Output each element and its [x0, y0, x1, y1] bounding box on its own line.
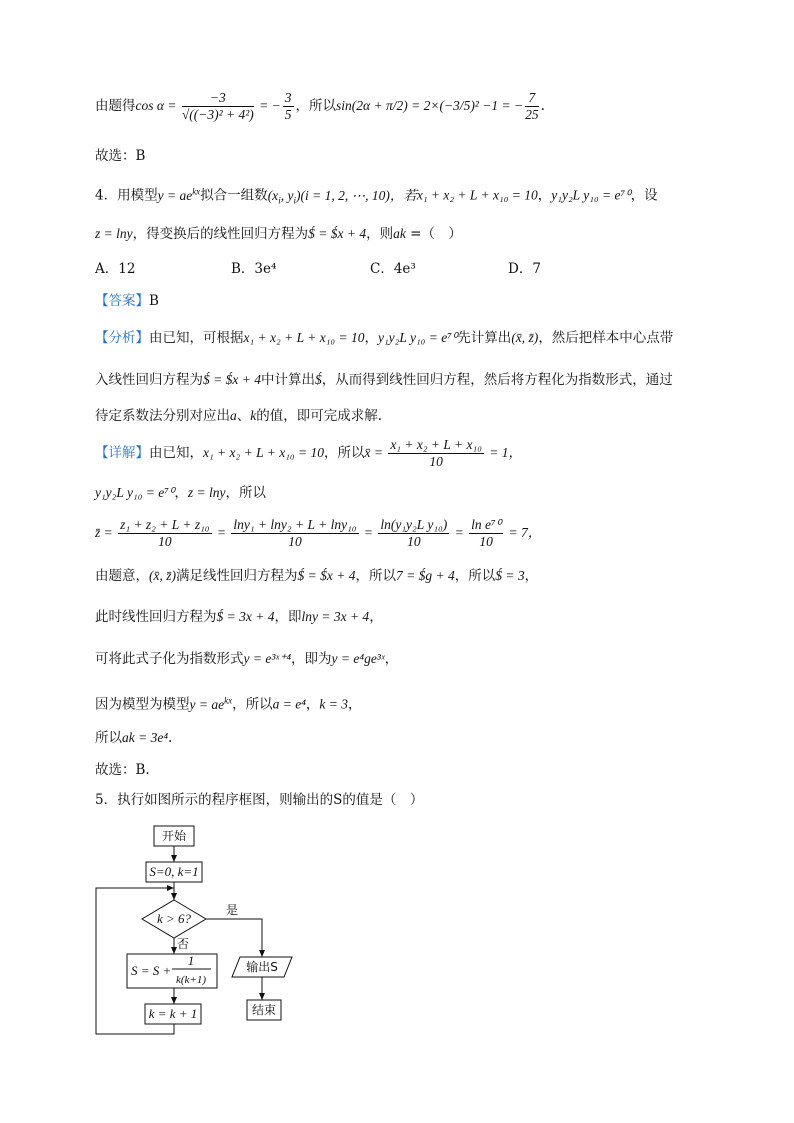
formula: y₁y₂L y₁₀ = e⁷⁰	[95, 485, 175, 500]
analysis-line3	[95, 406, 382, 426]
answer-value: B	[149, 293, 159, 309]
text: ，然后把样本中心点带	[538, 330, 674, 346]
fraction	[283, 90, 294, 123]
formula: k	[250, 408, 257, 423]
flow-end-box	[247, 1000, 281, 1020]
detail-line2	[95, 483, 266, 503]
option-c[interactable]: C．4e³	[370, 261, 416, 277]
text: .	[168, 730, 173, 746]
question-5: 5．执行如图所示的程序框图，则输出的S的值是（ ）	[95, 792, 424, 808]
text: 由已知，	[149, 445, 203, 461]
analysis-line2	[95, 370, 673, 390]
formula: ak = 3e⁴	[122, 730, 169, 745]
formula: (x̄, z̄)	[149, 568, 176, 583]
formula: sin(2α + π/2) = 2×(−3/5)² −1 = −	[336, 98, 524, 113]
text: 所以	[95, 730, 122, 746]
text: ，则	[366, 226, 394, 242]
detail-line1	[95, 436, 522, 470]
flow-output-label: 输出S	[246, 960, 278, 974]
formula: y₁y₂L y₁₀ = e⁷⁰	[377, 330, 458, 345]
question-4-line2	[95, 224, 462, 244]
text: 因为模型为模型	[95, 696, 190, 713]
text: 可将此式子化为指数形式	[95, 651, 244, 667]
formula: (x̄, z̄)	[511, 330, 539, 345]
formula-part: (x	[267, 187, 279, 203]
text: 中计算出	[260, 372, 315, 388]
text: 由已知，可根据	[149, 330, 244, 346]
fraction	[231, 517, 358, 550]
text: 此时线性回归方程为	[95, 609, 217, 625]
formula	[267, 187, 417, 206]
formula: lny = 3x + 4	[301, 609, 370, 624]
formula: x̄ =	[364, 445, 387, 460]
formula-part: )(i = 1, 2, ⋯, 10)，若	[295, 187, 417, 203]
flow-start-label: 开始	[161, 829, 187, 843]
option-d[interactable]: D．7	[508, 261, 541, 277]
denominator: 10	[407, 534, 421, 549]
formula: 7 = $́g + 4	[395, 568, 455, 583]
text: ，从而得到线性回归方程，然后将方程化为指数形式，通过	[321, 372, 673, 388]
analysis-line1	[95, 328, 673, 348]
subscript: i	[293, 195, 296, 206]
denominator: 10	[479, 534, 493, 549]
flow-no-label: 否	[176, 937, 190, 951]
text: ，即为	[291, 651, 332, 667]
fraction	[118, 517, 211, 550]
text: 由题意，	[95, 568, 149, 584]
text: ，所以	[295, 98, 337, 114]
detail-line7	[95, 690, 362, 715]
detail-line6	[95, 649, 398, 669]
question-4-line1	[95, 181, 658, 210]
formula: ak	[393, 226, 406, 241]
text: =（ ）	[405, 226, 462, 242]
text: ，所以	[355, 568, 396, 584]
option-a[interactable]: A．12	[95, 261, 136, 277]
text: 拟合一组数	[200, 187, 268, 204]
flow-assign-den: k(k+1)	[175, 974, 207, 986]
equals: =	[360, 525, 377, 540]
numerator: −3	[182, 90, 254, 107]
formula: $́ = 3x + 4	[216, 609, 275, 624]
numerator: lny₁ + lny₂ + L + lny₁₀	[233, 517, 357, 532]
text: ，	[348, 696, 362, 713]
line-answer-prev: 故选：B	[95, 148, 146, 164]
formula: z̄ =	[95, 525, 117, 540]
detail-line4	[95, 566, 538, 586]
detail-line8	[95, 728, 172, 748]
text: ，所以	[232, 696, 273, 713]
formula: $́ = $́x + 4	[297, 568, 356, 583]
flow-end-label: 结束	[251, 1003, 277, 1017]
fraction	[525, 90, 539, 123]
flow-output-box	[232, 957, 292, 977]
denominator: 10	[158, 534, 172, 549]
flow-incr-label: k = k + 1	[148, 1006, 198, 1021]
text: ，设	[630, 187, 658, 204]
text: ，	[384, 651, 399, 667]
superscript: kx	[224, 695, 233, 705]
fraction	[378, 517, 449, 550]
text: ，	[524, 568, 539, 584]
flow-cond-label: k > 6?	[156, 911, 192, 926]
denominator: 25	[525, 107, 539, 122]
text: 满足线性回归方程为	[176, 568, 298, 584]
text: 4．用模型	[95, 187, 158, 204]
formula: y = e³ˣ⁺⁴	[243, 651, 292, 666]
flow-incr-box	[145, 1004, 201, 1024]
denominator: 5	[284, 107, 292, 122]
numerator: x₁ + x₂ + L + x₁₀	[390, 437, 482, 452]
text: 的值，即可完成求解.	[256, 408, 383, 424]
subscript: i	[278, 195, 281, 206]
denominator: √((−3)² + 4²)	[181, 107, 254, 122]
formula: y = e⁴ge³ˣ	[331, 651, 385, 666]
detail-line5	[95, 607, 383, 627]
detail-tag: 【详解】	[95, 445, 149, 461]
formula	[158, 188, 201, 203]
flow-init-label: S=0, k=1	[149, 864, 199, 879]
text: ，所以	[454, 568, 496, 584]
formula	[190, 697, 233, 712]
formula: = 7，	[505, 525, 542, 540]
flow-assign-label: S = S +	[131, 963, 172, 978]
text: ，	[369, 609, 383, 625]
formula: x₁ + x₂ + L + x₁₀ = 10	[243, 330, 365, 345]
answer-line	[95, 291, 159, 311]
numerator: 7	[525, 90, 539, 107]
flow-init-box	[146, 862, 202, 882]
text: 先计算出	[457, 330, 512, 346]
formula: = 1，	[485, 445, 523, 460]
formula: $́ = $́x + 4	[308, 226, 367, 241]
flow-decision	[142, 900, 206, 938]
text: ，	[537, 187, 552, 204]
formula: y₁y₂L y₁₀ = e⁷⁰	[551, 187, 631, 203]
numerator: ln(y₁y₂L y₁₀)	[380, 517, 448, 532]
formula: z = lny	[187, 485, 226, 500]
text: ，得变换后的线性回归方程为	[132, 226, 309, 242]
numerator: z₁ + z₂ + L + z₁₀	[120, 517, 210, 532]
text: 入线性回归方程为	[95, 372, 203, 388]
formula-part: y = ae	[189, 696, 225, 712]
superscript: kx	[192, 186, 201, 196]
analysis-tag: 【分析】	[95, 330, 149, 346]
formula: z = lny	[95, 226, 133, 241]
formula-part: , y	[280, 187, 294, 203]
denominator: 10	[288, 534, 302, 549]
text: 、	[236, 408, 251, 424]
numerator: ln e⁷⁰	[471, 517, 502, 532]
formula: $́ = 3	[495, 568, 525, 583]
flow-assign-num: 1	[187, 953, 195, 968]
text: 由题得	[95, 98, 136, 114]
denominator: 10	[429, 454, 443, 469]
detail-line3	[95, 514, 541, 552]
answer-tag: 【答案】	[95, 293, 149, 309]
detail-line9: 故选：B.	[95, 762, 150, 778]
equals: =	[213, 525, 230, 540]
numerator: 3	[284, 90, 292, 105]
flow-start-box	[154, 826, 194, 846]
formula: cos α =	[135, 98, 180, 113]
text: ，所以	[225, 485, 266, 501]
text: ，	[174, 485, 188, 501]
equals: =	[451, 525, 468, 540]
text: .	[540, 98, 545, 114]
formula: = −	[255, 98, 281, 113]
fraction	[182, 90, 254, 123]
formula: x₁ + x₂ + L + x₁₀ = 10	[416, 187, 538, 203]
flow-yes-label: 是	[225, 903, 239, 917]
option-b[interactable]: B．3e⁴	[231, 261, 277, 277]
formula: x₁ + x₂ + L + x₁₀ = 10	[203, 445, 324, 460]
formula: a = e⁴	[272, 696, 306, 712]
formula: k = 3	[319, 696, 348, 712]
text: ，	[364, 330, 378, 346]
formula: $́ = $́x + 4	[203, 372, 261, 387]
fraction	[388, 437, 484, 470]
line-cos	[95, 86, 545, 126]
formula: a	[230, 408, 237, 423]
text: ，所以	[323, 445, 365, 461]
formula-part: y = ae	[157, 187, 193, 203]
text: 待定系数法分别对应出	[95, 408, 230, 424]
text: ，	[305, 696, 320, 713]
text: ，即	[274, 609, 302, 625]
fraction	[469, 517, 503, 550]
flow-assign-box	[127, 954, 217, 988]
formula: $́	[314, 372, 322, 387]
